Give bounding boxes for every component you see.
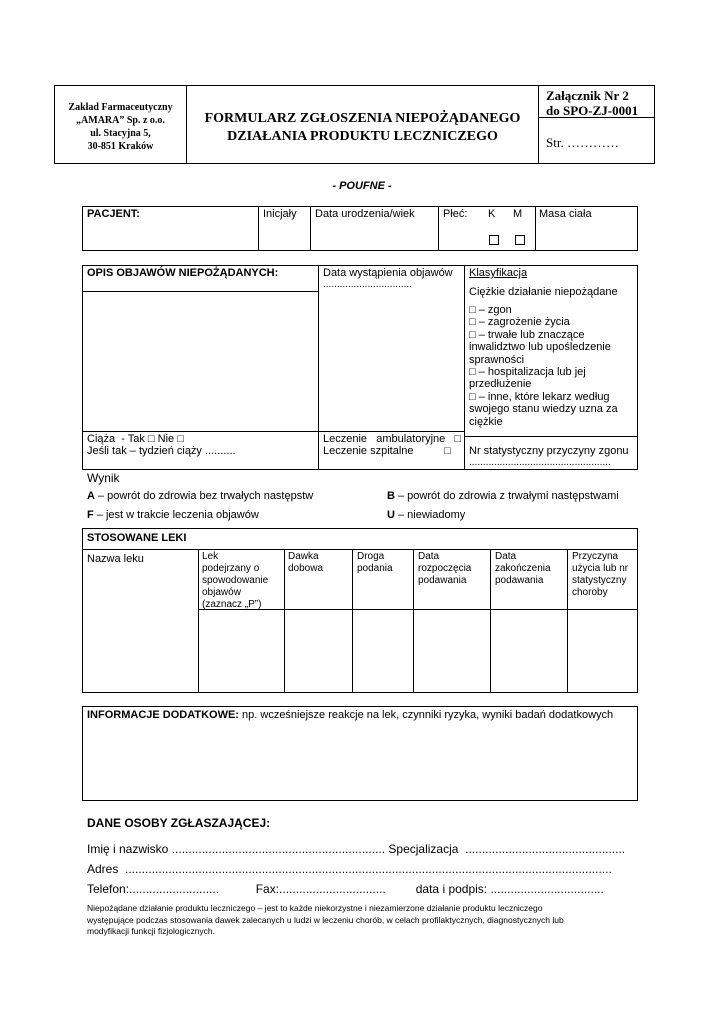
header-line: podania — [357, 563, 393, 574]
outcome-text: – powrót do zdrowia z trwałymi następstwami — [394, 490, 619, 502]
header-line: użycia lub nr — [572, 563, 629, 574]
additional-info-hint: np. wcześniejsze reakcje na lek, czynniki ryzyka, wyniki badań dodatkowych — [238, 709, 614, 721]
company-address — [55, 101, 186, 153]
pregnancy-week-label: Jeśli tak – tydzień ciąży .......... — [87, 445, 236, 457]
sex-k-checkbox[interactable] — [489, 235, 499, 245]
header-line: objawów — [202, 587, 241, 598]
outcome-f — [87, 509, 259, 521]
sex-m-label: M — [513, 208, 523, 220]
symptoms-label: OPIS OBJAWÓW NIEPOŻĄDANYCH: — [87, 267, 279, 279]
form-title-line: DZIAŁANIA PRODUKTU LECZNICZEGO — [227, 129, 498, 144]
header-line: rozpoczęcia — [418, 563, 472, 574]
option-line: □ – inne, które lekarz według — [469, 390, 610, 403]
annex-line: do SPO-ZJ-0001 — [546, 103, 639, 118]
option-line: ciężkie — [469, 415, 503, 428]
footnote-line: modyfikacji funkcji fizjologicznych. — [87, 926, 216, 936]
form-title-line: FORMULARZ ZGŁOSZENIA NIEPOŻĄDANEGO — [204, 111, 521, 126]
header-line: podawania — [418, 575, 467, 586]
footnote-line: występujące podczas stosowania dawek zalecanych u ludzi w leczeniu chorób, w celach profilaktycznych, diagnostycznych lub — [87, 914, 564, 925]
drugs-col-divider — [413, 549, 414, 693]
company-line: 30-851 Kraków — [87, 141, 154, 152]
outcome-text: – powrót do zdrowia bez trwałych następstw — [94, 490, 314, 502]
outcome-key: F — [87, 509, 94, 521]
footnote-line: Niepożądane działanie produktu leczniczego – jest to każde niekorzystne i niezamierzone działanie produktu leczniczego — [87, 903, 543, 913]
header-line: Droga — [357, 551, 385, 562]
option-line: □ – trwałe lub znaczące — [469, 328, 585, 341]
reason-header — [572, 551, 628, 599]
hospital-label: Leczenie szpitalne □ — [323, 445, 451, 457]
header-line: Data — [418, 551, 440, 562]
header-line: podejrzany o — [202, 563, 260, 574]
header-line: (zaznacz „P”) — [202, 599, 262, 610]
drug-name-header: Nazwa leku — [87, 553, 144, 565]
confidential-label: - POUFNE - — [332, 180, 392, 192]
outcome-key: B — [387, 490, 395, 502]
additional-info-label — [87, 709, 613, 721]
form-title — [187, 110, 538, 146]
header-line: podawania — [495, 575, 544, 586]
symptoms-header-line — [82, 291, 318, 292]
company-line: „AMARA” Sp. z o.o. — [76, 115, 165, 126]
sex-m-checkbox[interactable] — [515, 235, 525, 245]
header-line: Lek — [202, 551, 219, 562]
option-line: przedłużenie — [469, 378, 532, 391]
company-line: ul. Stacyjna 5, — [90, 128, 151, 139]
option-line: □ – zgon — [469, 304, 512, 316]
drugs-label: STOSOWANE LEKI — [87, 532, 187, 544]
stat-no-dots: ................................................... — [469, 457, 611, 468]
reporter-contact-line[interactable]: Telefon:........................... Fax:................................ data i podpis: .................................. — [87, 882, 604, 896]
patient-divider — [258, 206, 259, 251]
company-line: Zakład Farmaceutyczny — [68, 102, 173, 113]
outcome-a — [87, 490, 313, 502]
route-header — [357, 551, 393, 575]
weight-label: Masa ciała — [539, 208, 592, 220]
classification-footer-line — [464, 436, 638, 437]
patient-divider — [535, 206, 536, 251]
header-line: zakończenia — [495, 563, 551, 574]
outcome-b — [387, 490, 619, 502]
patient-divider — [438, 206, 439, 251]
classification-label: Klasyfikacja — [469, 267, 528, 279]
symptoms-divider — [464, 265, 465, 470]
header-divider-right — [538, 85, 539, 164]
annex-label — [546, 88, 638, 118]
header-line: spowodowanie — [202, 575, 269, 586]
reporter-label: DANE OSOBY ZGŁASZAJĄCEJ: — [87, 816, 271, 830]
option-line: sprawności — [469, 353, 525, 366]
symptoms-divider — [318, 265, 319, 470]
drugs-col-divider — [567, 549, 568, 693]
patient-divider — [310, 206, 311, 251]
outcome-text: – jest w trakcie leczenia objawów — [93, 509, 259, 521]
serious-label: Ciężkie działanie niepożądane — [469, 286, 618, 298]
outpatient-label: Leczenie ambulatoryjne □ — [323, 433, 462, 445]
footnote — [87, 903, 564, 938]
header-line: Data — [495, 551, 517, 562]
suspect-drug-header — [202, 551, 268, 611]
option-line: □ – zagrożenie życia — [469, 316, 570, 329]
option-line: inwalidztwo lub upośledzenie — [469, 341, 611, 354]
onset-date-label: Data wystąpienia objawów — [323, 267, 453, 279]
reporter-name-line[interactable]: Imię i nazwisko ................................................................ Specjalizacja ................................................ — [87, 842, 626, 856]
outcome-key: U — [387, 509, 395, 521]
dob-label: Data urodzenia/wiek — [315, 208, 415, 220]
drugs-header-line — [82, 549, 638, 550]
end-date-header — [495, 551, 551, 587]
outcome-text: – niewiadomy — [394, 509, 466, 521]
header-line: Dawka — [288, 551, 319, 562]
drugs-col-divider — [490, 549, 491, 693]
start-date-header — [418, 551, 471, 587]
onset-date-dots: ................................ — [323, 279, 412, 290]
daily-dose-header — [288, 551, 323, 575]
initials-label: Inicjały — [263, 208, 297, 220]
pregnancy-label: Ciąża - Tak □ Nie □ — [87, 433, 184, 445]
drugs-col-divider — [284, 549, 285, 693]
additional-info-title: INFORMACJE DODATKOWE: — [87, 709, 239, 721]
outcome-key: A — [87, 490, 95, 502]
header-line: dobowa — [288, 563, 324, 574]
header-line: choroby — [572, 587, 608, 598]
reporter-address-line[interactable]: Adres .................................................................................................................................................. — [87, 862, 612, 876]
drugs-col-divider — [352, 549, 353, 693]
header-line: statystyczny — [572, 575, 627, 586]
outcome-label: Wynik — [87, 471, 120, 485]
sex-label: Płeć: — [443, 208, 468, 220]
option-line: swojego stanu wiedzy uzna za — [469, 403, 618, 416]
option-line: □ – hospitalizacja lub jej — [469, 366, 586, 379]
patient-label: PACJENT: — [87, 208, 140, 220]
header-line: Przyczyna — [572, 551, 619, 562]
stat-no-label: Nr statystyczny przyczyny zgonu — [469, 445, 629, 457]
page-number: Str. ………… — [546, 135, 619, 150]
annex-line: Załącznik Nr 2 — [546, 88, 629, 103]
sex-k-label: K — [488, 208, 496, 220]
outcome-u — [387, 509, 465, 521]
symptoms-footer-line — [82, 431, 464, 432]
serious-options — [469, 304, 618, 428]
drugs-col-divider — [198, 549, 199, 693]
